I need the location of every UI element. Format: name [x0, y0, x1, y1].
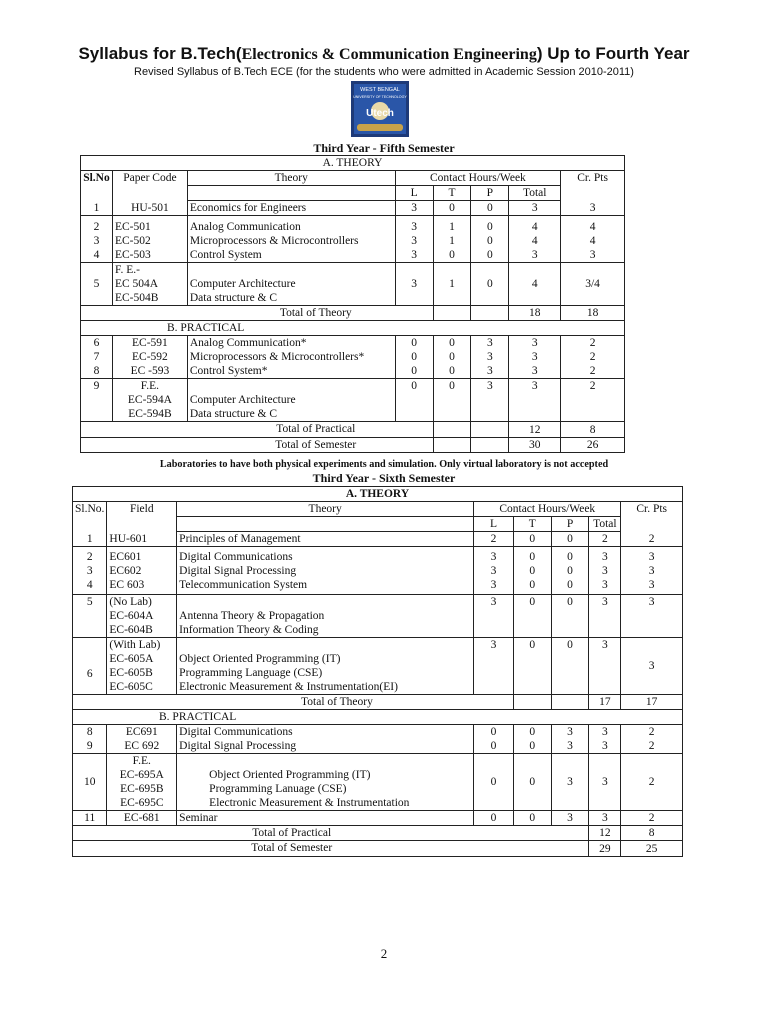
practical-section-row — [81, 320, 625, 335]
header-row — [73, 502, 683, 517]
table-row: 11 EC-681 Seminar 0 0 3 3 2 — [73, 811, 683, 826]
table-row-no-lab-elective: 5 (No Lab) EC-604A EC-604B Antenna Theory & Propagation Information Theory & Coding 3 0 0 3 3 — [73, 595, 683, 638]
col-paper-code: Paper Code — [112, 171, 187, 201]
table-row-free-elective-lab: 10 F.E. EC-695A EC-695B EC-695C Object Oriented Programming (IT) Programming Lanuage (CSE) Electronic Measurement & Instrumentation 0 0 3 3 2 — [73, 754, 683, 811]
total-semester-row: Total of Semester 30 26 — [81, 437, 625, 452]
theory-section-label: A. THEORY — [73, 487, 683, 502]
header-row — [81, 171, 625, 186]
col-t: T — [433, 186, 471, 201]
table-row: 8 EC691 Digital Communications 0 0 3 3 2 — [73, 725, 683, 740]
total-theory-row: Total of Theory 18 18 — [81, 305, 625, 320]
empty-cell — [187, 186, 395, 201]
col-credit-points: Cr. Pts — [621, 502, 683, 532]
col-total: Total — [589, 517, 621, 532]
table-row-free-elective-lab: 9 F.E. EC-594A EC-594B Computer Architecture Data structure & C 0 0 3 3 2 — [81, 378, 625, 421]
table-row: 2 EC-501 Analog Communication 3 1 0 4 4 — [81, 216, 625, 234]
page-title: Syllabus for B.Tech(Electronics & Communication Engineering) Up to Fourth Year — [78, 44, 690, 63]
col-p: P — [551, 517, 589, 532]
col-contact-hours: Contact Hours/Week — [474, 502, 621, 517]
table-row: 4 EC 603 Telecommunication System 3 0 0 3 3 — [73, 578, 683, 595]
col-p: P — [471, 186, 509, 201]
university-logo — [351, 81, 409, 137]
table-row: 4 EC-503 Control System 3 0 0 3 3 — [81, 248, 625, 263]
table-row: 1 HU-501 Economics for Engineers 3 0 0 3 3 — [81, 201, 625, 216]
col-l: L — [474, 517, 514, 532]
col-slno: Sl.No — [81, 171, 113, 201]
col-total: Total — [509, 186, 561, 201]
table-row: 1 HU-601 Principles of Management 2 0 0 2 2 — [73, 532, 683, 547]
laboratory-note: Laboratories to have both physical experiments and simulation. Only virtual laboratory is not accepted — [159, 459, 609, 470]
table-row: 7 EC-592 Microprocessors & Microcontrollers* 0 0 3 3 2 — [81, 350, 625, 364]
table-row: 3 EC-502 Microprocessors & Microcontrollers 3 1 0 4 4 — [81, 234, 625, 248]
table-row: 8 EC -593 Control System* 0 0 3 3 2 — [81, 364, 625, 379]
fifth-semester-table — [80, 155, 625, 453]
logo-name: Utech — [366, 108, 394, 119]
col-contact-hours: Contact Hours/Week — [395, 171, 561, 186]
sixth-semester-heading: Third Year - Sixth Semester — [312, 471, 456, 485]
table-row-free-elective: 5 F. E.- EC 504A EC-504B Computer Architecture Data structure & C 3 1 0 4 3/4 — [81, 262, 625, 305]
col-field: Field — [107, 502, 177, 532]
theory-section-row — [73, 487, 683, 502]
table-row-with-lab-elective: 6 (With Lab) EC-605A EC-605B EC-605C Object Oriented Programming (IT) Programming Language (CSE) Electronic Measurement & Instrumentation(EI) 3 0 0 3 3 — [73, 638, 683, 695]
page-subtitle: Revised Syllabus of B.Tech ECE (for the students who were admitted in Academic Session 2010-2011) — [134, 66, 634, 78]
logo-top-text: WEST BENGAL — [360, 87, 400, 93]
col-t: T — [513, 517, 551, 532]
col-credit-points: Cr. Pts — [561, 171, 625, 201]
total-practical-row: Total of Practical 12 8 — [81, 421, 625, 437]
col-slno: Sl.No. — [73, 502, 107, 532]
total-semester-row: Total of Semester 29 25 — [73, 841, 683, 857]
col-theory: Theory — [187, 171, 395, 186]
table-row: 9 EC 692 Digital Signal Processing 0 0 3 3 2 — [73, 739, 683, 754]
theory-section-row — [81, 156, 625, 171]
table-row: 2 EC601 Digital Communications 3 0 0 3 3 — [73, 547, 683, 564]
sixth-semester-table — [72, 486, 683, 857]
total-theory-row: Total of Theory 17 17 — [73, 695, 683, 710]
table-row: 3 EC602 Digital Signal Processing 3 0 0 3 3 — [73, 564, 683, 578]
logo-banner — [357, 124, 403, 131]
col-theory: Theory — [177, 502, 474, 517]
practical-section-row — [73, 710, 683, 725]
fifth-semester-heading: Third Year - Fifth Semester — [313, 141, 455, 155]
table-row: 6 EC-591 Analog Communication* 0 0 3 3 2 — [81, 335, 625, 350]
practical-section-label: B. PRACTICAL — [73, 710, 683, 725]
logo-mid-text: UNIVERSITY OF TECHNOLOGY — [353, 95, 407, 99]
practical-section-label: B. PRACTICAL — [81, 320, 625, 335]
page-number: 2 — [380, 946, 388, 961]
total-practical-row: Total of Practical 12 8 — [73, 826, 683, 841]
theory-section-label: A. THEORY — [81, 156, 625, 171]
col-l: L — [395, 186, 433, 201]
